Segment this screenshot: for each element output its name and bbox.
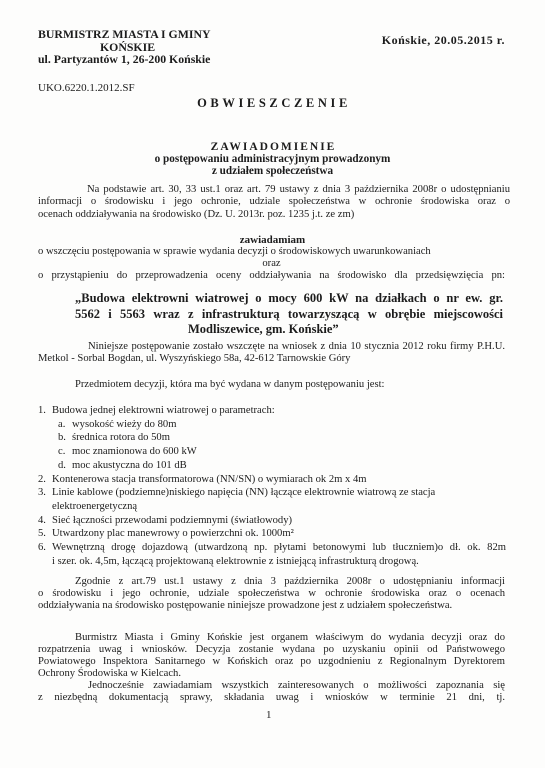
list-item: [38, 514, 506, 528]
notice-subheading: [0, 153, 545, 177]
authority-header: [38, 28, 211, 66]
case-reference: UKO.6220.1.2012.SF: [38, 82, 135, 94]
list-item-line: Wewnętrzną drogę dojazdową (utwardzoną np. płytami betonowymi lub tłuczniem)o dł. ok. 82m: [52, 542, 506, 554]
authority-name: BURMISTRZ MIASTA I GMINY: [38, 27, 211, 41]
list-item-number: 4.: [38, 514, 46, 526]
sublist-item-text: średnica rotora do 50m: [72, 432, 170, 444]
sublist-item: [58, 445, 506, 459]
list-item-number: 2.: [38, 473, 46, 485]
list-item-line: Utwardzony plac manewrowy o powierzchni ok. 1000m²: [52, 528, 294, 540]
document-access-paragraph: [38, 680, 505, 704]
paragraph-line: informacji o środowisku i jego ochronie, udziale społeczeństwa w ochronie środowiska oraz o: [38, 196, 510, 208]
list-item-number: 3.: [38, 487, 46, 499]
list-item-number: 6.: [38, 542, 46, 554]
sublist-item-text: wysokość wieży do 80m: [72, 418, 177, 430]
project-name: [75, 291, 503, 338]
list-item-line: elektroenergetyczną: [52, 500, 138, 512]
paragraph-line: oddziaływania na środowisko postępowanie niniejsze prowadzone jest z udziałem społeczeństwa.: [38, 600, 453, 612]
list-item-line: Kontenerowa stacja transformatorowa (NN/SN) o wymiarach ok 2m x 4m: [52, 473, 367, 485]
project-name-line: Modliszewice, gm. Końskie”: [188, 322, 339, 336]
list-item-text: [52, 514, 506, 528]
list-item-line: Linie kablowe (podziemne)niskiego napięcia (NN) łączące elektrownie wiatrową ze stacja: [52, 487, 436, 499]
competent-authority-paragraph: [38, 632, 505, 680]
decision-scope-list: [38, 404, 506, 568]
paragraph-line: Metkol - Sorbal Bogdan, ul. Wyszyńskiego 58a, 42-612 Tarnowskie Góry: [38, 353, 351, 364]
decision-subject-intro: Przedmiotem decyzji, która ma być wydana w danym postępowaniu jest:: [75, 379, 385, 390]
list-item-line: i szer. ok. 4,5m, łączącą projektowaną elektrownie z istniejącą infrastrukturą drogową.: [52, 555, 419, 567]
authority-municipality: KOŃSKIE: [100, 39, 156, 54]
list-item-text: [52, 473, 506, 487]
list-item-line: Sieć łączności przewodami podziemnymi (światłowody): [52, 514, 293, 526]
announcement-line: o przystąpieniu do przeprowadzenia oceny oddziaływania na środowisko dla przedsięwzięcia pn:: [38, 270, 505, 281]
paragraph-line: Ochrony Środowiska w Kielcach.: [38, 668, 181, 679]
paragraph-line: z niezbędną dokumentacją sprawy, składania uwag i wniosków w terminie 21 dni, tj.: [38, 692, 505, 704]
list-item-line: Budowa jednej elektrowni wiatrowej o parametrach:: [52, 405, 275, 416]
applicant-paragraph: [38, 341, 505, 365]
list-item: [38, 404, 506, 418]
paragraph-line: Burmistrz Miasta i Gminy Końskie jest organem właściwym do wydania decyzji oraz do: [75, 632, 505, 643]
list-item: [38, 473, 506, 487]
paragraph-line: rozpatrzenia uwag i wniosków. Decyzja zostanie wydana po uzyskaniu opinii od Państwowego: [38, 644, 505, 655]
list-item-number: 1.: [38, 405, 46, 416]
notice-subheading-line: z udziałem społeczeństwa: [211, 165, 334, 177]
paragraph-line: Na podstawie art. 30, 33 ust.1 oraz art. 79 ustawy z dnia 3 października 2008r o udostępnianiu: [87, 184, 510, 195]
place-date: Końskie, 20.05.2015 r.: [381, 33, 505, 47]
sublist-item-letter: a.: [58, 418, 66, 430]
list-item: [38, 527, 506, 541]
announcement-line: oraz: [262, 258, 281, 269]
sublist-item-letter: d.: [58, 459, 66, 471]
paragraph-line: Powiatowego Inspektora Sanitarnego w Końskich oraz po uzgodnieniu z Regionalnym Dyrektorem: [38, 656, 505, 667]
list-item-text: [52, 486, 506, 513]
sublist-item: [58, 418, 506, 432]
notice-heading: ZAWIADOMIENIE: [210, 141, 337, 153]
sublist-item: [58, 431, 506, 445]
sublist-item-letter: c.: [58, 446, 66, 458]
list-item-number: 5.: [38, 528, 46, 540]
paragraph-line: o środowisku i jego ochronie, udziale społeczeństwa w ochronie środowiska oraz o ocenach: [38, 588, 505, 600]
legal-basis-paragraph: [38, 184, 510, 221]
paragraph-line: Niniejsze postępowanie zostało wszczęte na wniosek z dnia 10 stycznia 2012 roku firmy P.H.U.: [88, 341, 505, 352]
list-item-text: [52, 541, 506, 568]
sublist: [58, 418, 506, 473]
sublist-item-text: moc akustyczna do 101 dB: [72, 459, 187, 471]
project-name-line: „Budowa elektrowni wiatrowej o mocy 600 kW na działkach o nr ew. gr.: [75, 291, 503, 305]
list-item: [38, 486, 506, 513]
paragraph-line: Zgodnie z art.79 ust.1 ustawy z dnia 3 października 2008r o udostępnianiu informacji: [75, 576, 505, 587]
announcement-line: o wszczęciu postępowania w sprawie wydania decyzji o środowiskowych uwarunkowaniach: [38, 246, 431, 257]
project-name-line: 5562 i 5563 wraz z infrastrukturą towarzyszącą w obrębie miejscowości: [75, 306, 503, 321]
paragraph-line: Jednocześnie zawiadamiam wszystkich zainteresowanych o możliwości zapoznania się: [88, 680, 505, 691]
authority-address: ul. Partyzantów 1, 26-200 Końskie: [38, 52, 211, 66]
sublist-item-text: moc znamionowa do 600 kW: [72, 446, 197, 458]
list-item-text: [52, 527, 506, 541]
list-item: [38, 541, 506, 568]
document-title: OBWIESZCZENIE: [197, 96, 351, 110]
sublist-item: [58, 459, 506, 473]
announcement-text: [38, 246, 505, 282]
list-item-text: [52, 404, 506, 418]
sublist-item-letter: b.: [58, 432, 66, 444]
announcement-verb: zawiadamiam: [239, 234, 306, 246]
page-number: 1: [266, 709, 272, 721]
notice-subheading-line: o postępowaniu administracyjnym prowadzonym: [154, 153, 391, 165]
paragraph-line: ocenach oddziaływania na środowisko (Dz. U. 2013r. poz. 1235 j.t. ze zm): [38, 208, 355, 220]
public-participation-paragraph: [38, 576, 505, 613]
